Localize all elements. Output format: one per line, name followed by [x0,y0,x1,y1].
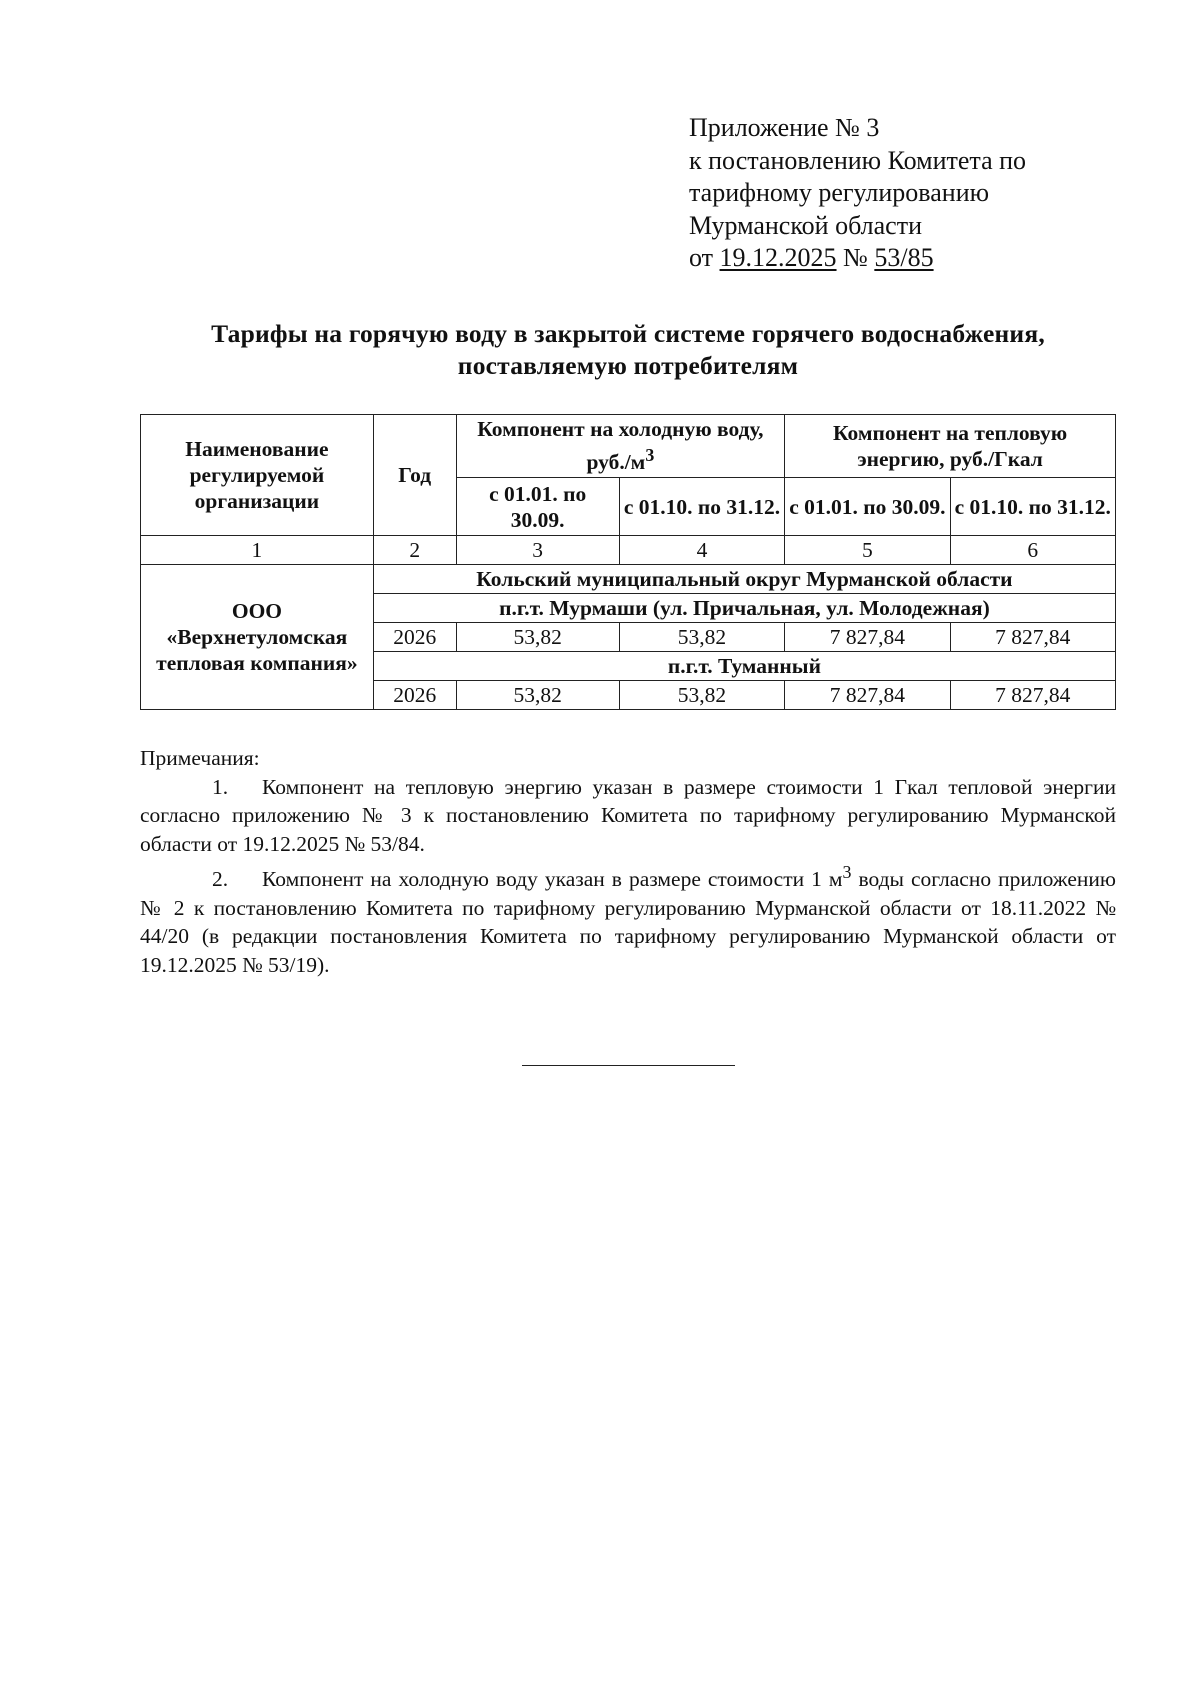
note-number: 2. [212,867,229,892]
document-title [140,318,1116,382]
appendix-header [689,112,1026,275]
region-row [141,565,1116,594]
appendix-line-4: Мурманской области [689,210,922,240]
header-heat-period-2: с 01.10. по 31.12. [950,478,1115,536]
organization-name: ООО «Верхнетуломская тепловая компания» [141,565,374,710]
note-text-b: воды согласно приложению № 2 к постановлению Комитета по тарифному регулированию Мурманской области от 18.11.2022 № 44/20 (в редакции постановления Комитета по тарифному регулированию Мурманской области от 19.12.2025 № 53/19). [140,867,1116,977]
cold-water-period-1-value: 53,82 [456,681,619,710]
note-number: 1. [212,774,229,799]
note-item-2 [140,858,1116,979]
heat-period-2-value: 7 827,84 [950,623,1115,652]
title-line-2: поставляемую потребителям [457,351,799,380]
tariff-table [140,414,1116,710]
column-number: 5 [785,536,950,565]
end-separator-line [522,1065,735,1066]
notes-section [140,744,1116,979]
appendix-date: 19.12.2025 [719,243,837,272]
column-number: 4 [619,536,784,565]
locality-name: п.г.т. Туманный [373,652,1115,681]
appendix-number: 53/85 [874,243,934,272]
title-line-1: Тарифы на горячую воду в закрытой системе горячего водоснабжения, [211,319,1045,348]
heat-period-1-value: 7 827,84 [785,681,950,710]
column-numbers-row [141,536,1116,565]
header-cold-period-2: с 01.10. по 31.12. [619,478,784,536]
notes-heading: Примечания: [140,746,260,770]
year-cell: 2026 [373,623,456,652]
note-text-a: Компонент на холодную воду указан в размере стоимости 1 м [262,867,843,892]
appendix-number-sign: № [843,243,868,272]
column-number: 3 [456,536,619,565]
note-sup: 3 [842,862,852,882]
note-text: Компонент на тепловую энергию указан в размере стоимости 1 Гкал тепловой энергии согласно приложению № 3 к постановлению Комитета по тарифному регулированию Мурманской области от 19.12.2025 № 53/84. [140,774,1116,856]
header-cold-water-sup: 3 [645,445,655,466]
cold-water-period-1-value: 53,82 [456,623,619,652]
column-number: 6 [950,536,1115,565]
header-year: Год [373,415,456,536]
header-cold-period-1: с 01.01. по 30.09. [456,478,619,536]
region-name: Кольский муниципальный округ Мурманской области [373,565,1115,594]
header-heat: Компонент на тепловую энергию, руб./Гкал [785,415,1116,478]
header-row-1 [141,415,1116,478]
locality-name: п.г.т. Мурмаши (ул. Причальная, ул. Молодежная) [373,594,1115,623]
appendix-prefix: от [689,243,714,272]
year-cell: 2026 [373,681,456,710]
appendix-line-2: к постановлению Комитета по [689,145,1027,175]
header-cold-water [456,415,785,478]
heat-period-1-value: 7 827,84 [785,623,950,652]
column-number: 2 [373,536,456,565]
note-item-1 [140,773,1116,859]
header-cold-water-text: Компонент на холодную воду, руб./м [477,417,764,475]
cold-water-period-2-value: 53,82 [619,681,784,710]
column-number: 1 [141,536,374,565]
appendix-line-3: тарифному регулированию [689,178,990,207]
appendix-line-1: Приложение № 3 [689,113,880,142]
header-org: Наименование регулируемой организации [141,415,374,536]
heat-period-2-value: 7 827,84 [950,681,1115,710]
header-heat-period-1: с 01.01. по 30.09. [785,478,950,536]
appendix-date-line [689,242,1026,275]
cold-water-period-2-value: 53,82 [619,623,784,652]
